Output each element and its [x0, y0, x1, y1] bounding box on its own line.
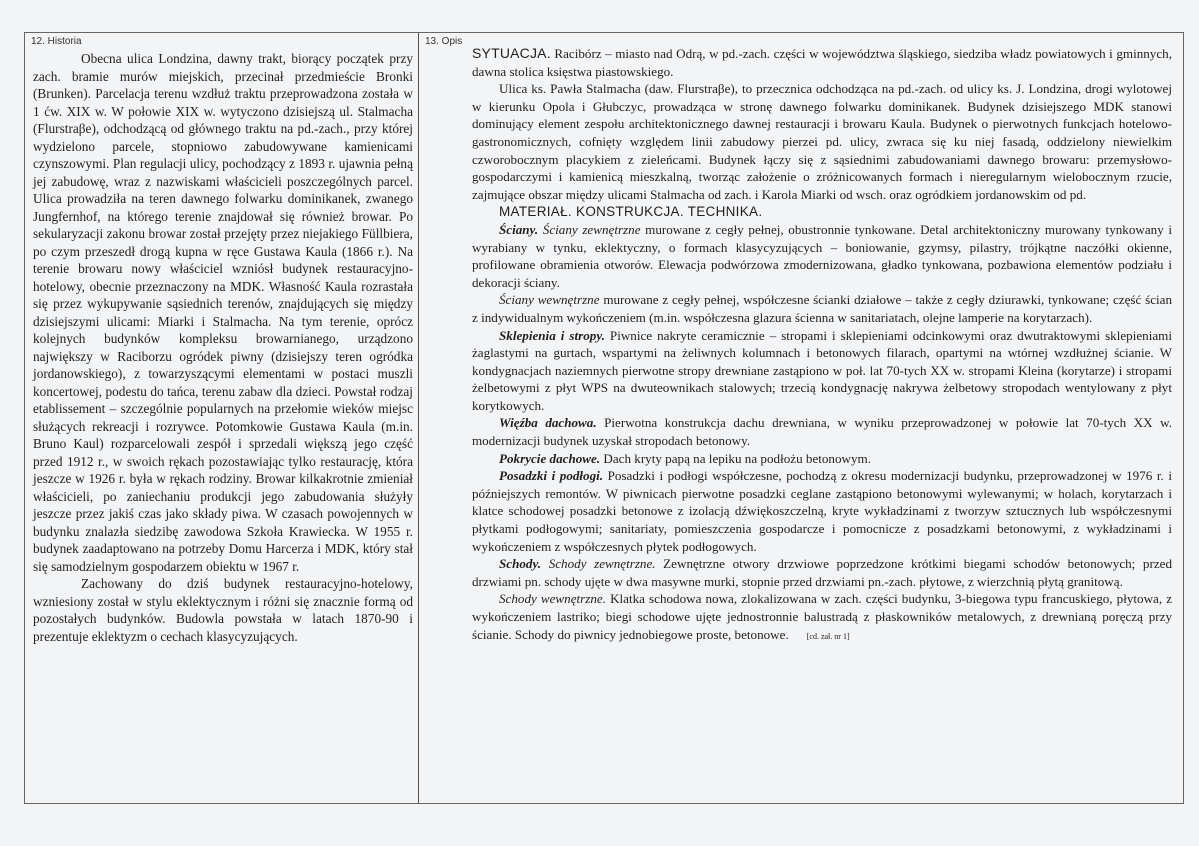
sytuacja-text: Racibórz – miasto nad Odrą, w pd.-zach. części w województwa śląskiego, siedziba władz powiatowych i gminnych, dawna stolica księstwa piastowskiego. — [472, 46, 1172, 79]
sciany-wew-label: Ściany wewnętrzne — [499, 292, 600, 308]
posadzki-text: Posadzki i podłogi współczesne, pochodzą z okresu modernizacji budynku, przeprowadzonej w 1976 r. i późniejszych remontów. W piwnicach pierwotne posadzki ceglane zastąpiono betonowymi wylewanymi; w holach, korytarzach i klatce schodowej posadzki betonowe z izolacją dźwiękoszczelną, kryte wykładzinami z tworzyw sztucznych lub współczesnymi płytkami podłogowymi; sanitariaty, pomieszczenia gospodarcze i pomocnicze z posadzkami betonowymi, z wykładzinami i wykończeniem z współczesnych płytek podłogowych. — [472, 468, 1172, 554]
posadzki-label: Posadzki i podłogi. — [499, 468, 604, 484]
history-text — [33, 50, 413, 645]
wiezba-paragraph — [472, 414, 1172, 449]
pokrycie-label: Pokrycie dachowe. — [499, 450, 601, 466]
sciany-zew-paragraph — [472, 221, 1172, 291]
sytuacja-label: SYTUACJA. — [472, 45, 551, 61]
sciany-zew-text: murowane z cegły pełnej, obustronnie tynkowane. Detal architektoniczny murowany tynkowany i wyrabiany w tynku, eklektyczny, o formach klasycyzujących – boniowanie, gzymsy, pilastry, trójkątne naczółki okienne, profilowane obramienia otworów. Elewacja podwórzowa zmodernizowana, gładko tynkowana, pozbawiona elementów podziału i dekoracji ściany. — [472, 221, 1172, 290]
description-text — [472, 45, 1172, 645]
sciany-zew-label: Ściany zewnętrzne — [542, 221, 641, 237]
description-column — [419, 33, 1183, 803]
sciany-wew-text: murowane z cegły pełnej, współczesne ścianki działowe – także z cegły dziurawki, tynkowane; część ścian z indywidualnym wykończeniem (m.in. współczesna glazura ścienna w sanitariatach, olejne lamperie na korytarzach). — [472, 292, 1172, 325]
sklepienia-label: Sklepienia i stropy. — [499, 327, 605, 343]
pokrycie-text: Dach kryty papą na lepiku na podłożu betonowym. — [600, 450, 871, 466]
sklepienia-text: Piwnice nakryte ceramicznie – stropami i sklepieniami odcinkowymi oraz dwutraktowymi sklepieniami żaglastymi na gurtach, wspartymi na żeliwnych kolumnach i betonowych filarach, opartymi na wtórnej wzdłużnej ścianie. W kondygnacjach naziemnych pierwotne stropy drewniane zastąpiono w poł. lat 70-tych XX w. stropami Kleina (korytarze) i stropami żelbetowymi z płyt WPS na dwuteownikach stalowych; trzecią kondygnację nakrywa żelbetowy stropodach wentylowany z płyt korytkowych. — [472, 327, 1172, 413]
sciany-label: Ściany. — [499, 221, 539, 237]
description-header: 13. Opis — [425, 36, 463, 47]
schody-wew-label: Schody wewnętrzne. — [499, 591, 606, 607]
history-paragraph-2: Zachowany do dziś budynek restauracyjno-hotelowy, wzniesiony został w stylu eklektycznym i różni się znacznie formą od pozostałych budynków. Budowla powstała w latach 1870-90 i prezentuje eklektyzm o cechach klasycyzujących. — [33, 576, 413, 644]
history-column — [25, 33, 419, 803]
material-heading: MATERIAŁ. KONSTRUKCJA. TECHNIKA. — [499, 204, 763, 220]
form-frame — [24, 32, 1184, 804]
schody-label: Schody. — [499, 556, 542, 572]
posadzki-paragraph — [472, 467, 1172, 555]
sytuacja-paragraph — [472, 45, 1172, 80]
schody-wew-paragraph — [472, 590, 1172, 645]
schody-zew-text: Zewnętrzne otwory drzwiowe poprzedzone krótkimi biegami schodów betonowych; przed drzwiami pn. schody ujęte w dwa masywne murki, stopnie przed drzwiami pn.-zach. płytowe, z wierzchnią płytą granitową. — [472, 556, 1172, 589]
ulica-paragraph: Ulica ks. Pawła Stalmacha (daw. Flurstraβe), to przecznica odchodząca na pd.-zach. od ulicy ks. J. Londzina, drogi wylotowej w kierunku Opola i Głubczyc, prowadząca w stronę dawnego folwarku dominikanek. Budynek dzisiejszego MDK stanowi dominujący element zespołu architektonicznego dawnej restauracji i browaru Kaula. Budynek o pierwotnych funkcjach hotelowo-gastronomicznych, cofnięty względem linii zabudowy pierzei pd. ulicy, zwraca się ku niej fasadą, oddzielony niewielkim czworobocznym placykiem z zieleńcami. Budynek łączy się z sąsiednimi zabudowaniami dawnego browaru: przemysłowo-gospodarczymi i kamienicą mieszkalną, tworząc założenie o zróżnicowanych formach i nieregularnym wielobocznym rzucie, zajmujące obszar między ulicami Stalmacha od zach. i Karola Miarki od wsch. oraz ogródkiem jordanowskim od pd. — [472, 81, 1172, 202]
sciany-wew-paragraph — [472, 291, 1172, 326]
wiezba-label: Więźba dachowa. — [499, 415, 597, 431]
schody-wew-text: Klatka schodowa nowa, zlokalizowana w zach. części budynku, 3-biegowa typu francuskiego, płytowa, z wykończeniem lastriko; biegi schodowe ujęte jednostronnie balustradą z płaskowników metalowych, z drewnianą poręczą przy ścianie. Schody do piwnicy jednobiegowe proste, betonowe. — [472, 591, 1173, 642]
schody-zew-label: Schody zewnętrzne. — [548, 556, 656, 572]
history-paragraph-1: Obecna ulica Londzina, dawny trakt, biorący początek przy zach. bramie murów miejskich, przecinał przedmieście Bronki (Brunken). Parcelacja terenu wzdłuż traktu przeprowadzona została w 1 ćw. XIX w. W połowie XIX w. wytyczono dzisiejszą ul. Stalmacha (Flurstraβe), odchodzącą od głównego traktu na pd.-zach., przy której wydzielono parcele, stopniowo zabudowywane kamienicami czynszowymi. Plan regulacji ulicy, pochodzący z 1893 r. ujawnia pełną jej zabudowę, wraz z nazwiskami właścicieli poszczególnych parcel. Ulica prowadziła na teren dawnego folwarku dominikanek, zwanego Jungfernhof, na którego terenie znajdował się również browar. Po sekularyzacji zakonu browar został przejęty przez niejakiego Füllbiera, po czym przeszedł drogą kupna w ręce Gustawa Kaula (1866 r.). Na terenie browaru nowy właściciel wzniósł budynek restauracyjno-hotelowy, obecnie przeznaczony na MDK. Własność Kaula rozrastała się przez wykupywanie sąsiednich terenów, znajdujących się między dzisiejszymi ulicami: Miarki i Stalmacha. Na tym terenie, oprócz kolejnych budynków kompleksu browarnianego, urządzono największy w Raciborzu ogródek piwny (dzisiejszy teren ogródka jordanowskiego), z towarzyszącymi elementami w postaci muszli koncertowej, podestu do tańca, terenu zabaw dla dzieci. Powstał rodzaj etablissement – szczególnie popularnych na przełomie wieków miejsc służących rekreacji i rozrywce. Potomkowie Gustawa Kaula (m.in. Bruno Kaul) rozparcelowali zespół i sprzedali większą jego część przed 1912 r., w swoich rękach pozostawiając tylko restaurację, która jeszcze w 1926 r. była w rękach rodziny. Browar kilkakrotnie zmieniał właścicieli, po zaniechaniu produkcji jego zabudowania służyły jeszcze przez jakiś czas jako składy piwa. W czasach powojennych w budynku znalazła siedzibę zawodowa Szkoła Krawiecka. W 1955 r. budynek zaadaptowano na potrzeby Domu Harcerza i MDK, który stał się samodzielnym gospodarzem obiektu w 1967 r. — [33, 51, 413, 574]
continuation-note: [cd. zał. nr 1] — [806, 631, 850, 641]
pokrycie-paragraph — [472, 450, 1172, 468]
schody-zew-paragraph — [472, 555, 1172, 590]
wiezba-text: Pierwotna konstrukcja dachu drewniana, w wyniku przeprowadzonej w połowie lat 70-tych XX w. modernizacji budynek uzyskał stropodach betonowy. — [472, 415, 1172, 449]
history-header: 12. Historia — [31, 36, 82, 47]
sklepienia-paragraph — [472, 327, 1172, 415]
